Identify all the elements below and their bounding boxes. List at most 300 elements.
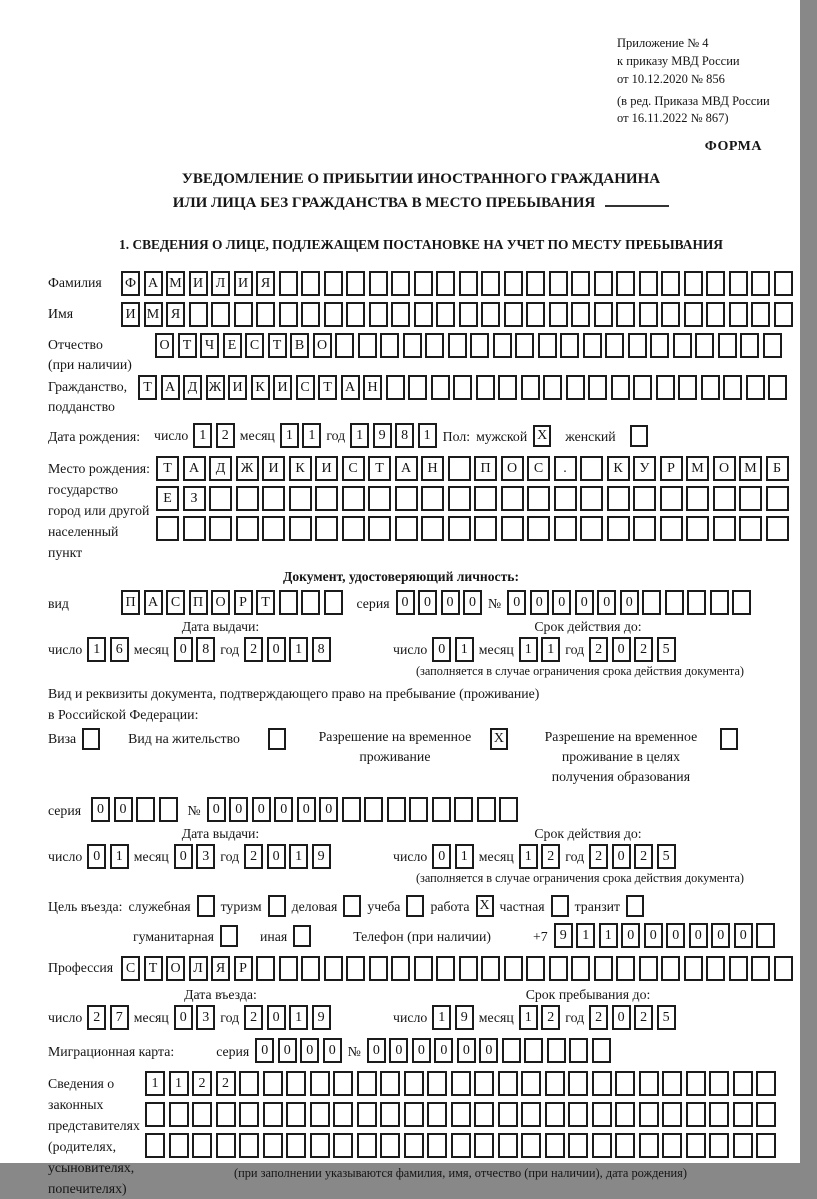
char-box-empty[interactable] (642, 590, 661, 615)
char-box-filled[interactable]: О (501, 456, 524, 481)
char-box-empty[interactable] (216, 1102, 236, 1127)
char-box-filled[interactable]: 2 (216, 423, 235, 448)
char-box-empty[interactable] (333, 1102, 353, 1127)
char-box-empty[interactable] (459, 302, 478, 327)
char-box-empty[interactable] (549, 271, 568, 296)
char-box-filled[interactable]: Т (138, 375, 157, 400)
char-box-filled[interactable]: 2 (589, 637, 608, 662)
char-box-empty[interactable] (310, 1071, 330, 1096)
char-box-empty[interactable] (774, 956, 793, 981)
char-box-filled[interactable]: 2 (541, 1005, 560, 1030)
char-box-filled[interactable]: К (607, 456, 630, 481)
char-box-filled[interactable]: Р (660, 456, 683, 481)
char-box-empty[interactable] (571, 271, 590, 296)
char-box-filled[interactable]: 0 (278, 1038, 297, 1063)
char-box-empty[interactable] (686, 1133, 706, 1158)
purpose-study-checkbox[interactable] (406, 895, 424, 917)
char-box-empty[interactable] (756, 1133, 776, 1158)
char-box-filled[interactable]: С (166, 590, 185, 615)
char-box-empty[interactable] (404, 1071, 424, 1096)
char-box-filled[interactable]: А (183, 456, 206, 481)
char-box-empty[interactable] (279, 956, 298, 981)
char-box-empty[interactable] (498, 1102, 518, 1127)
char-box-empty[interactable] (324, 956, 343, 981)
char-box-filled[interactable]: 0 (174, 1005, 193, 1030)
char-box-empty[interactable] (756, 1071, 776, 1096)
char-box-empty[interactable] (421, 516, 444, 541)
char-box-empty[interactable] (639, 271, 658, 296)
char-box-empty[interactable] (504, 956, 523, 981)
char-box-empty[interactable] (481, 271, 500, 296)
char-box-empty[interactable] (686, 486, 709, 511)
char-box-empty[interactable] (169, 1102, 189, 1127)
char-box-filled[interactable]: 2 (244, 1005, 263, 1030)
char-box-filled[interactable]: 2 (87, 1005, 106, 1030)
char-box-filled[interactable]: О (155, 333, 174, 358)
char-box-filled[interactable]: 0 (174, 637, 193, 662)
char-box-empty[interactable] (286, 1071, 306, 1096)
char-box-filled[interactable]: П (121, 590, 140, 615)
char-box-empty[interactable] (733, 1133, 753, 1158)
char-box-empty[interactable] (504, 302, 523, 327)
char-box-empty[interactable] (739, 516, 762, 541)
char-box-empty[interactable] (774, 271, 793, 296)
char-box-filled[interactable]: Д (183, 375, 202, 400)
char-box-empty[interactable] (262, 516, 285, 541)
char-box-filled[interactable]: 0 (252, 797, 271, 822)
char-box-empty[interactable] (431, 375, 450, 400)
char-box-filled[interactable]: 1 (519, 637, 538, 662)
char-box-empty[interactable] (481, 956, 500, 981)
char-box-empty[interactable] (571, 302, 590, 327)
char-box-filled[interactable]: 1 (289, 637, 308, 662)
char-box-empty[interactable] (607, 486, 630, 511)
char-box-empty[interactable] (414, 271, 433, 296)
char-box-empty[interactable] (662, 1133, 682, 1158)
char-box-empty[interactable] (594, 271, 613, 296)
char-box-filled[interactable]: 2 (634, 844, 653, 869)
char-box-empty[interactable] (409, 797, 428, 822)
char-box-empty[interactable] (333, 1071, 353, 1096)
char-box-filled[interactable]: С (296, 375, 315, 400)
char-box-filled[interactable]: 5 (657, 844, 676, 869)
char-box-empty[interactable] (368, 516, 391, 541)
temp-residence-edu-checkbox[interactable] (720, 728, 738, 750)
char-box-filled[interactable]: А (144, 271, 163, 296)
char-box-filled[interactable]: О (713, 456, 736, 481)
char-box-empty[interactable] (706, 956, 725, 981)
char-box-filled[interactable]: Т (368, 456, 391, 481)
char-box-filled[interactable]: 0 (612, 1005, 631, 1030)
char-box-empty[interactable] (380, 333, 399, 358)
char-box-empty[interactable] (315, 486, 338, 511)
char-box-empty[interactable] (358, 333, 377, 358)
char-box-empty[interactable] (346, 956, 365, 981)
char-box-empty[interactable] (729, 302, 748, 327)
char-box-empty[interactable] (594, 956, 613, 981)
char-box-empty[interactable] (633, 486, 656, 511)
char-box-filled[interactable]: 0 (367, 1038, 386, 1063)
char-box-empty[interactable] (615, 1102, 635, 1127)
char-box-empty[interactable] (498, 1133, 518, 1158)
char-box-empty[interactable] (701, 375, 720, 400)
char-box-empty[interactable] (211, 302, 230, 327)
char-box-empty[interactable] (474, 1102, 494, 1127)
char-box-empty[interactable] (733, 1102, 753, 1127)
char-box-filled[interactable]: С (245, 333, 264, 358)
char-box-empty[interactable] (310, 1133, 330, 1158)
char-box-empty[interactable] (395, 516, 418, 541)
char-box-empty[interactable] (524, 1038, 543, 1063)
char-box-empty[interactable] (459, 956, 478, 981)
char-box-empty[interactable] (436, 271, 455, 296)
char-box-empty[interactable] (474, 1133, 494, 1158)
char-box-empty[interactable] (357, 1133, 377, 1158)
visa-checkbox[interactable] (82, 728, 100, 750)
char-box-filled[interactable]: Ж (206, 375, 225, 400)
char-box-filled[interactable]: 1 (455, 844, 474, 869)
purpose-humanitarian-checkbox[interactable] (220, 925, 238, 947)
char-box-filled[interactable]: 6 (110, 637, 129, 662)
sex-male-checkbox[interactable]: X (533, 425, 551, 447)
char-box-empty[interactable] (481, 302, 500, 327)
char-box-filled[interactable]: Н (421, 456, 444, 481)
char-box-empty[interactable] (333, 1133, 353, 1158)
char-box-filled[interactable]: Ч (200, 333, 219, 358)
char-box-filled[interactable]: И (189, 271, 208, 296)
char-box-empty[interactable] (501, 516, 524, 541)
char-box-empty[interactable] (633, 375, 652, 400)
char-box-empty[interactable] (239, 1102, 259, 1127)
char-box-filled[interactable]: 9 (312, 844, 331, 869)
char-box-empty[interactable] (145, 1102, 165, 1127)
char-box-empty[interactable] (425, 333, 444, 358)
char-box-empty[interactable] (380, 1102, 400, 1127)
char-box-empty[interactable] (169, 1133, 189, 1158)
char-box-filled[interactable]: 0 (267, 844, 286, 869)
char-box-empty[interactable] (571, 956, 590, 981)
char-box-empty[interactable] (357, 1102, 377, 1127)
char-box-filled[interactable]: 0 (87, 844, 106, 869)
char-box-filled[interactable]: 0 (620, 590, 639, 615)
char-box-filled[interactable]: 0 (389, 1038, 408, 1063)
char-box-filled[interactable]: Ф (121, 271, 140, 296)
char-box-filled[interactable]: 1 (519, 844, 538, 869)
char-box-filled[interactable]: И (121, 302, 140, 327)
char-box-empty[interactable] (718, 333, 737, 358)
char-box-filled[interactable]: 0 (530, 590, 549, 615)
char-box-empty[interactable] (421, 486, 444, 511)
char-box-filled[interactable]: 7 (110, 1005, 129, 1030)
char-box-empty[interactable] (545, 1071, 565, 1096)
char-box-empty[interactable] (545, 1102, 565, 1127)
char-box-empty[interactable] (639, 1071, 659, 1096)
char-box-filled[interactable]: 1 (541, 637, 560, 662)
char-box-filled[interactable]: Л (211, 271, 230, 296)
char-box-empty[interactable] (660, 486, 683, 511)
char-box-empty[interactable] (594, 302, 613, 327)
char-box-empty[interactable] (615, 1133, 635, 1158)
char-box-empty[interactable] (560, 333, 579, 358)
char-box-filled[interactable]: 1 (87, 637, 106, 662)
char-box-empty[interactable] (369, 271, 388, 296)
char-box-empty[interactable] (521, 1133, 541, 1158)
char-box-filled[interactable]: 1 (289, 1005, 308, 1030)
char-box-filled[interactable]: 0 (711, 923, 730, 948)
char-box-filled[interactable]: К (251, 375, 270, 400)
char-box-filled[interactable]: 3 (196, 844, 215, 869)
char-box-filled[interactable]: 0 (412, 1038, 431, 1063)
char-box-empty[interactable] (279, 302, 298, 327)
char-box-empty[interactable] (499, 797, 518, 822)
char-box-empty[interactable] (746, 375, 765, 400)
char-box-filled[interactable]: О (166, 956, 185, 981)
char-box-filled[interactable]: 0 (441, 590, 460, 615)
char-box-filled[interactable]: 0 (91, 797, 110, 822)
char-box-empty[interactable] (183, 516, 206, 541)
char-box-filled[interactable]: О (313, 333, 332, 358)
char-box-empty[interactable] (526, 956, 545, 981)
char-box-empty[interactable] (547, 1038, 566, 1063)
char-box-filled[interactable]: 0 (229, 797, 248, 822)
temp-residence-checkbox[interactable]: X (490, 728, 508, 750)
char-box-filled[interactable]: 0 (597, 590, 616, 615)
char-box-empty[interactable] (477, 797, 496, 822)
sex-female-checkbox[interactable] (630, 425, 648, 447)
char-box-empty[interactable] (448, 456, 471, 481)
char-box-empty[interactable] (628, 333, 647, 358)
char-box-empty[interactable] (515, 333, 534, 358)
purpose-business-checkbox[interactable] (343, 895, 361, 917)
char-box-empty[interactable] (686, 1102, 706, 1127)
char-box-empty[interactable] (368, 486, 391, 511)
char-box-empty[interactable] (766, 486, 789, 511)
char-box-filled[interactable]: 0 (255, 1038, 274, 1063)
char-box-empty[interactable] (665, 590, 684, 615)
purpose-work-checkbox[interactable]: X (476, 895, 494, 917)
char-box-empty[interactable] (145, 1133, 165, 1158)
char-box-filled[interactable]: М (166, 271, 185, 296)
char-box-empty[interactable] (454, 797, 473, 822)
char-box-empty[interactable] (661, 271, 680, 296)
char-box-empty[interactable] (324, 302, 343, 327)
char-box-empty[interactable] (709, 1071, 729, 1096)
char-box-empty[interactable] (733, 1071, 753, 1096)
char-box-empty[interactable] (136, 797, 155, 822)
char-box-empty[interactable] (723, 375, 742, 400)
char-box-empty[interactable] (474, 486, 497, 511)
char-box-filled[interactable]: 0 (689, 923, 708, 948)
char-box-empty[interactable] (216, 1133, 236, 1158)
char-box-empty[interactable] (521, 1071, 541, 1096)
char-box-empty[interactable] (656, 375, 675, 400)
char-box-empty[interactable] (474, 1071, 494, 1096)
char-box-empty[interactable] (684, 271, 703, 296)
char-box-empty[interactable] (391, 956, 410, 981)
char-box-filled[interactable]: А (144, 590, 163, 615)
char-box-filled[interactable]: Р (234, 956, 253, 981)
char-box-filled[interactable]: 2 (634, 1005, 653, 1030)
char-box-filled[interactable]: М (686, 456, 709, 481)
char-box-empty[interactable] (239, 1133, 259, 1158)
char-box-empty[interactable] (342, 797, 361, 822)
char-box-filled[interactable]: С (342, 456, 365, 481)
char-box-empty[interactable] (751, 271, 770, 296)
char-box-filled[interactable]: 5 (657, 1005, 676, 1030)
char-box-empty[interactable] (756, 923, 775, 948)
char-box-empty[interactable] (588, 375, 607, 400)
char-box-empty[interactable] (279, 590, 298, 615)
char-box-filled[interactable]: И (273, 375, 292, 400)
char-box-filled[interactable]: Р (234, 590, 253, 615)
char-box-empty[interactable] (234, 302, 253, 327)
purpose-private-checkbox[interactable] (551, 895, 569, 917)
char-box-empty[interactable] (639, 1133, 659, 1158)
char-box-filled[interactable]: О (211, 590, 230, 615)
char-box-empty[interactable] (580, 456, 603, 481)
char-box-empty[interactable] (504, 271, 523, 296)
char-box-empty[interactable] (713, 486, 736, 511)
char-box-filled[interactable]: 0 (644, 923, 663, 948)
char-box-filled[interactable]: А (341, 375, 360, 400)
char-box-empty[interactable] (566, 375, 585, 400)
char-box-empty[interactable] (662, 1071, 682, 1096)
char-box-filled[interactable]: 2 (244, 844, 263, 869)
char-box-empty[interactable] (346, 302, 365, 327)
char-box-empty[interactable] (605, 333, 624, 358)
char-box-filled[interactable]: 2 (634, 637, 653, 662)
char-box-filled[interactable]: 0 (432, 844, 451, 869)
char-box-filled[interactable]: 0 (621, 923, 640, 948)
char-box-empty[interactable] (476, 375, 495, 400)
char-box-empty[interactable] (661, 302, 680, 327)
char-box-empty[interactable] (427, 1133, 447, 1158)
char-box-filled[interactable]: 2 (589, 844, 608, 869)
char-box-empty[interactable] (256, 956, 275, 981)
purpose-transit-checkbox[interactable] (626, 895, 644, 917)
char-box-empty[interactable] (391, 302, 410, 327)
char-box-filled[interactable]: Т (156, 456, 179, 481)
char-box-empty[interactable] (684, 956, 703, 981)
char-box-empty[interactable] (545, 1133, 565, 1158)
char-box-filled[interactable]: У (633, 456, 656, 481)
purpose-official-checkbox[interactable] (197, 895, 215, 917)
char-box-empty[interactable] (279, 271, 298, 296)
char-box-filled[interactable]: 0 (479, 1038, 498, 1063)
char-box-empty[interactable] (301, 271, 320, 296)
char-box-empty[interactable] (364, 797, 383, 822)
char-box-empty[interactable] (301, 302, 320, 327)
char-box-empty[interactable] (686, 516, 709, 541)
char-box-empty[interactable] (436, 302, 455, 327)
char-box-filled[interactable]: 0 (174, 844, 193, 869)
char-box-empty[interactable] (729, 956, 748, 981)
char-box-filled[interactable]: 1 (169, 1071, 189, 1096)
char-box-empty[interactable] (592, 1133, 612, 1158)
char-box-filled[interactable]: 1 (193, 423, 212, 448)
char-box-empty[interactable] (408, 375, 427, 400)
char-box-empty[interactable] (684, 302, 703, 327)
char-box-filled[interactable]: Л (189, 956, 208, 981)
char-box-empty[interactable] (236, 486, 259, 511)
char-box-filled[interactable]: 8 (312, 637, 331, 662)
char-box-filled[interactable]: П (474, 456, 497, 481)
char-box-filled[interactable]: 0 (457, 1038, 476, 1063)
char-box-empty[interactable] (459, 271, 478, 296)
char-box-empty[interactable] (404, 1133, 424, 1158)
char-box-empty[interactable] (474, 516, 497, 541)
char-box-empty[interactable] (346, 271, 365, 296)
char-box-empty[interactable] (289, 486, 312, 511)
char-box-filled[interactable]: 0 (114, 797, 133, 822)
char-box-empty[interactable] (395, 486, 418, 511)
char-box-filled[interactable]: 0 (274, 797, 293, 822)
char-box-empty[interactable] (357, 1071, 377, 1096)
char-box-empty[interactable] (159, 797, 178, 822)
char-box-empty[interactable] (414, 956, 433, 981)
char-box-empty[interactable] (580, 516, 603, 541)
char-box-empty[interactable] (709, 1133, 729, 1158)
char-box-empty[interactable] (448, 516, 471, 541)
char-box-empty[interactable] (498, 1071, 518, 1096)
char-box-empty[interactable] (709, 1102, 729, 1127)
char-box-filled[interactable]: И (234, 271, 253, 296)
char-box-filled[interactable]: 0 (666, 923, 685, 948)
char-box-filled[interactable]: 8 (196, 637, 215, 662)
char-box-empty[interactable] (189, 302, 208, 327)
char-box-filled[interactable]: 2 (192, 1071, 212, 1096)
char-box-empty[interactable] (549, 302, 568, 327)
char-box-empty[interactable] (342, 486, 365, 511)
char-box-empty[interactable] (611, 375, 630, 400)
char-box-empty[interactable] (751, 956, 770, 981)
char-box-filled[interactable]: 1 (432, 1005, 451, 1030)
char-box-empty[interactable] (521, 1102, 541, 1127)
char-box-filled[interactable]: 0 (396, 590, 415, 615)
char-box-empty[interactable] (554, 516, 577, 541)
char-box-filled[interactable]: 0 (418, 590, 437, 615)
char-box-filled[interactable]: А (161, 375, 180, 400)
char-box-empty[interactable] (568, 1102, 588, 1127)
char-box-filled[interactable]: Т (178, 333, 197, 358)
char-box-filled[interactable]: 2 (244, 637, 263, 662)
char-box-empty[interactable] (156, 516, 179, 541)
char-box-filled[interactable]: 2 (541, 844, 560, 869)
char-box-filled[interactable]: 1 (519, 1005, 538, 1030)
char-box-empty[interactable] (639, 956, 658, 981)
char-box-empty[interactable] (549, 956, 568, 981)
char-box-empty[interactable] (448, 486, 471, 511)
char-box-filled[interactable]: Т (268, 333, 287, 358)
char-box-empty[interactable] (301, 590, 320, 615)
char-box-empty[interactable] (687, 590, 706, 615)
char-box-filled[interactable]: Д (209, 456, 232, 481)
char-box-filled[interactable]: 0 (612, 844, 631, 869)
char-box-filled[interactable]: 0 (207, 797, 226, 822)
char-box-filled[interactable]: 8 (395, 423, 414, 448)
char-box-empty[interactable] (616, 302, 635, 327)
char-box-filled[interactable]: И (262, 456, 285, 481)
char-box-filled[interactable]: 1 (110, 844, 129, 869)
char-box-filled[interactable]: 0 (463, 590, 482, 615)
char-box-empty[interactable] (639, 302, 658, 327)
char-box-empty[interactable] (286, 1133, 306, 1158)
char-box-filled[interactable]: . (554, 456, 577, 481)
char-box-empty[interactable] (470, 333, 489, 358)
char-box-empty[interactable] (660, 516, 683, 541)
char-box-empty[interactable] (451, 1071, 471, 1096)
char-box-empty[interactable] (633, 516, 656, 541)
